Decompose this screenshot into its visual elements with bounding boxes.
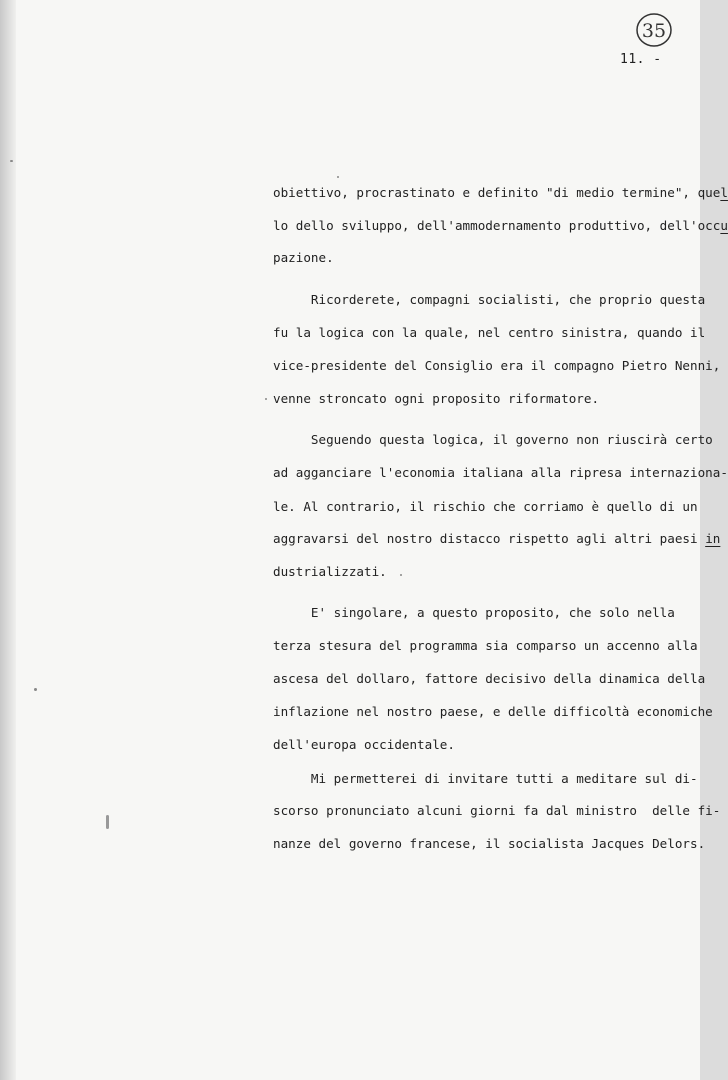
- scan-speck: [34, 688, 37, 691]
- stamp-number: 35: [641, 20, 667, 42]
- text-line: Mi permetterei di invitare tutti a meditare sul di-: [273, 771, 698, 786]
- text-line: Ricorderete, compagni socialisti, che proprio questa: [273, 292, 706, 307]
- text-line: E' singolare, a questo proposito, che solo nella: [273, 605, 675, 620]
- text-line: le. Al contrario, il rischio che corriamo è quello di un: [273, 499, 698, 514]
- text-line: pazione.: [273, 250, 334, 265]
- scan-edge-shadow: [0, 0, 16, 1080]
- scan-speck: [265, 398, 267, 400]
- stamp-circle-icon: [634, 10, 674, 50]
- text-line: dell'europa occidentale.: [273, 737, 455, 752]
- text-line: ad agganciare l'economia italiana alla ripresa internaziona-: [273, 465, 728, 480]
- text-line: vice-presidente del Consiglio era il compagno Pietro Nenni,: [273, 358, 721, 373]
- scan-mark: [106, 815, 109, 829]
- scan-speck: [10, 160, 13, 162]
- text-line: Seguendo questa logica, il governo non riuscirà certo: [273, 432, 713, 447]
- scan-speck: [337, 176, 339, 178]
- text-line: lo dello sviluppo, dell'ammodernamento produttivo, dell'occu: [273, 218, 728, 233]
- page-number: 11. -: [620, 52, 662, 67]
- text-line: terza stesura del programma sia comparso un accenno alla: [273, 638, 698, 653]
- text-line: nanze del governo francese, il socialista Jacques Delors.: [273, 836, 706, 851]
- text-line: venne stroncato ogni proposito riformatore.: [273, 391, 600, 406]
- scan-speck: [400, 574, 402, 576]
- text-line: dustrializzati.: [273, 564, 387, 579]
- text-line: aggravarsi del nostro distacco rispetto agli altri paesi in: [273, 531, 721, 546]
- text-line: obiettivo, procrastinato e definito "di medio termine", quel: [273, 185, 728, 200]
- text-line: fu la logica con la quale, nel centro sinistra, quando il: [273, 325, 706, 340]
- text-line: inflazione nel nostro paese, e delle difficoltà economiche: [273, 704, 713, 719]
- handwritten-page-stamp: [634, 10, 674, 50]
- text-line: ascesa del dollaro, fattore decisivo della dinamica della: [273, 671, 706, 686]
- text-line: scorso pronunciato alcuni giorni fa dal ministro delle fi-: [273, 803, 721, 818]
